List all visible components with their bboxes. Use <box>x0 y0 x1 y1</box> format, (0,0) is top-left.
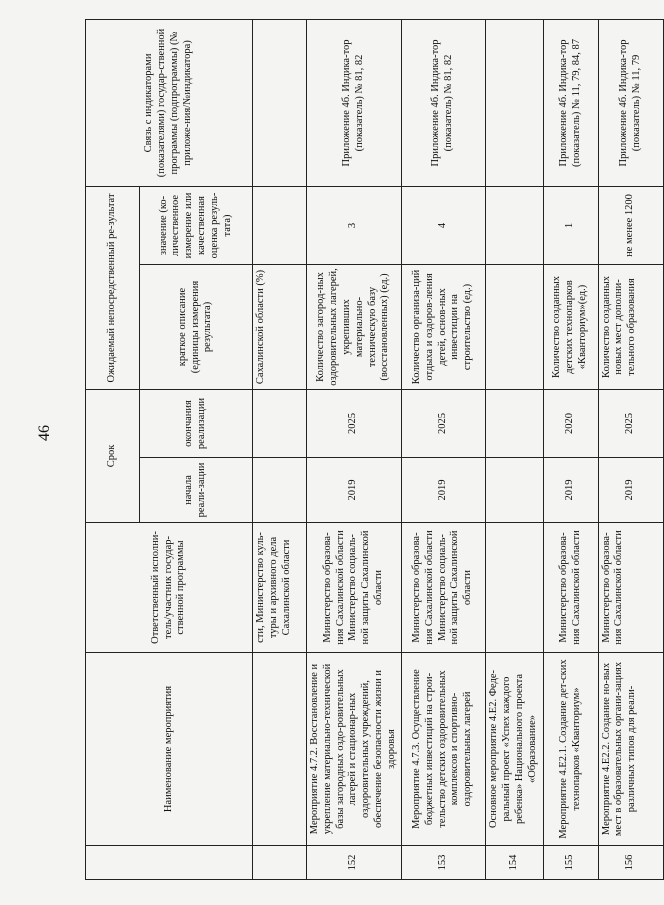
header-term-end: окончания реализации <box>140 389 253 457</box>
cell-start: 2019 <box>543 458 598 523</box>
cell-end: 2020 <box>543 389 598 457</box>
cell-responsible: Министерство образова-ния Сахалинской области <box>543 523 598 653</box>
cell-end <box>485 389 543 457</box>
cell-link <box>485 19 543 186</box>
cell-link: Приложение 4б. Индика-тор (показатель) № 81, 82 <box>307 19 402 186</box>
table-row <box>253 19 307 879</box>
cell-link <box>253 19 307 186</box>
cell-start: 2019 <box>307 458 402 523</box>
header-row-1 <box>86 19 140 879</box>
page-number: 46 <box>36 425 53 441</box>
header-result-desc: краткое описание (единицы измерения результата) <box>140 264 253 389</box>
cell-link: Приложение 4б. Индика-тор (показатель) № 11, 79, 84, 87 <box>543 19 598 186</box>
header-term-start: начала реали-зации <box>140 458 253 523</box>
cell-responsible <box>485 523 543 653</box>
cell-link: Приложение 4б. Индика-тор (показатель) № 11, 79 <box>598 19 663 186</box>
table-row <box>307 19 402 879</box>
cell-num: 154 <box>485 846 543 880</box>
cell-num <box>253 846 307 880</box>
cell-name: Мероприятие 4.Е2.2. Создание но-вых мест в образовательных органи-зациях различных типов для реали- <box>598 653 663 846</box>
cell-name: Основное мероприятие 4.Е2. Феде-ральный проект «Успех каждого ребенка» Национального проекта «Образование» <box>485 653 543 846</box>
cell-result-desc: Количество организа-ций отдыха и оздоров-ления детей, основ-ных инвестиции на строительство (ед.) <box>401 264 485 389</box>
cell-start: 2019 <box>598 458 663 523</box>
cell-end: 2025 <box>598 389 663 457</box>
cell-result-desc: Количество созданных новых мест дополни-тельного образования <box>598 264 663 389</box>
cell-responsible: сти, Министерство куль-туры и архивного дела Сахалинской области <box>253 523 307 653</box>
cell-num: 156 <box>598 846 663 880</box>
cell-end <box>253 389 307 457</box>
cell-result-desc: Количество созданных детских технопарков «Кванториум»(ед.) <box>543 264 598 389</box>
cell-start: 2019 <box>401 458 485 523</box>
cell-result-value: не менее 1200 <box>598 186 663 264</box>
header-responsible: Ответственный исполни-тель/участник государ-ственной программы <box>86 523 253 653</box>
table-row <box>598 19 663 879</box>
cell-start <box>485 458 543 523</box>
table-row <box>543 19 598 879</box>
cell-result-value <box>253 186 307 264</box>
cell-name: Мероприятие 4.7.3. Осуществление бюджетных инвестиций на строи-тельство детских оздоровительных комплексов и спортивно-оздоровительных лагерей <box>401 653 485 846</box>
header-term: Срок <box>86 389 140 522</box>
cell-responsible: Министерство образова-ния Сахалинской области Министерство социаль-ной защиты Сахалинской области <box>307 523 402 653</box>
cell-result-desc <box>485 264 543 389</box>
cell-result-desc: Количество загород-ных оздоровительных лагерей, укрепивших материально-техническую базу (восстановленных) (ед.) <box>307 264 402 389</box>
cell-name <box>253 653 307 846</box>
cell-result-value: 3 <box>307 186 402 264</box>
header-link: Связь с индикаторами (показателями) государ-ственной программы (подпрограммы) (№ приложе-ния/№индикатора) <box>86 19 253 186</box>
cell-start <box>253 458 307 523</box>
cell-name: Мероприятие 4.7.2. Восстановление и укрепление материально-технической базы загородных оздо-ровительных лагерей и стационар-ных оздоровительных учреждений, обеспечение безопасности жизни и здоровья <box>307 653 402 846</box>
cell-num: 155 <box>543 846 598 880</box>
cell-result-desc: Сахалинской области (%) <box>253 264 307 389</box>
cell-result-value: 1 <box>543 186 598 264</box>
table-row <box>401 19 485 879</box>
header-result-value: значение (ко-личественное измерение или качественная оценка резуль-тата) <box>140 186 253 264</box>
cell-result-value: 4 <box>401 186 485 264</box>
cell-num: 152 <box>307 846 402 880</box>
cell-end: 2025 <box>307 389 402 457</box>
activities-table <box>85 19 664 880</box>
cell-responsible: Министерство образова-ния Сахалинской области <box>598 523 663 653</box>
cell-name: Мероприятие 4.Е2.1. Создание дет-ских технопарков «Кванториум» <box>543 653 598 846</box>
cell-link: Приложение 4б. Индика-тор (показатель) № 81, 82 <box>401 19 485 186</box>
header-result: Ожидаемый непосредственный ре-зультат <box>86 186 140 389</box>
cell-end: 2025 <box>401 389 485 457</box>
cell-result-value <box>485 186 543 264</box>
header-name: Наименование мероприятия <box>86 653 253 846</box>
cell-num: 153 <box>401 846 485 880</box>
cell-responsible: Министерство образова-ния Сахалинской области Министерство социаль-ной защиты Сахалинской области <box>401 523 485 653</box>
rotated-table-wrapper <box>85 20 642 880</box>
table-row <box>485 19 543 879</box>
header-num <box>86 846 253 880</box>
